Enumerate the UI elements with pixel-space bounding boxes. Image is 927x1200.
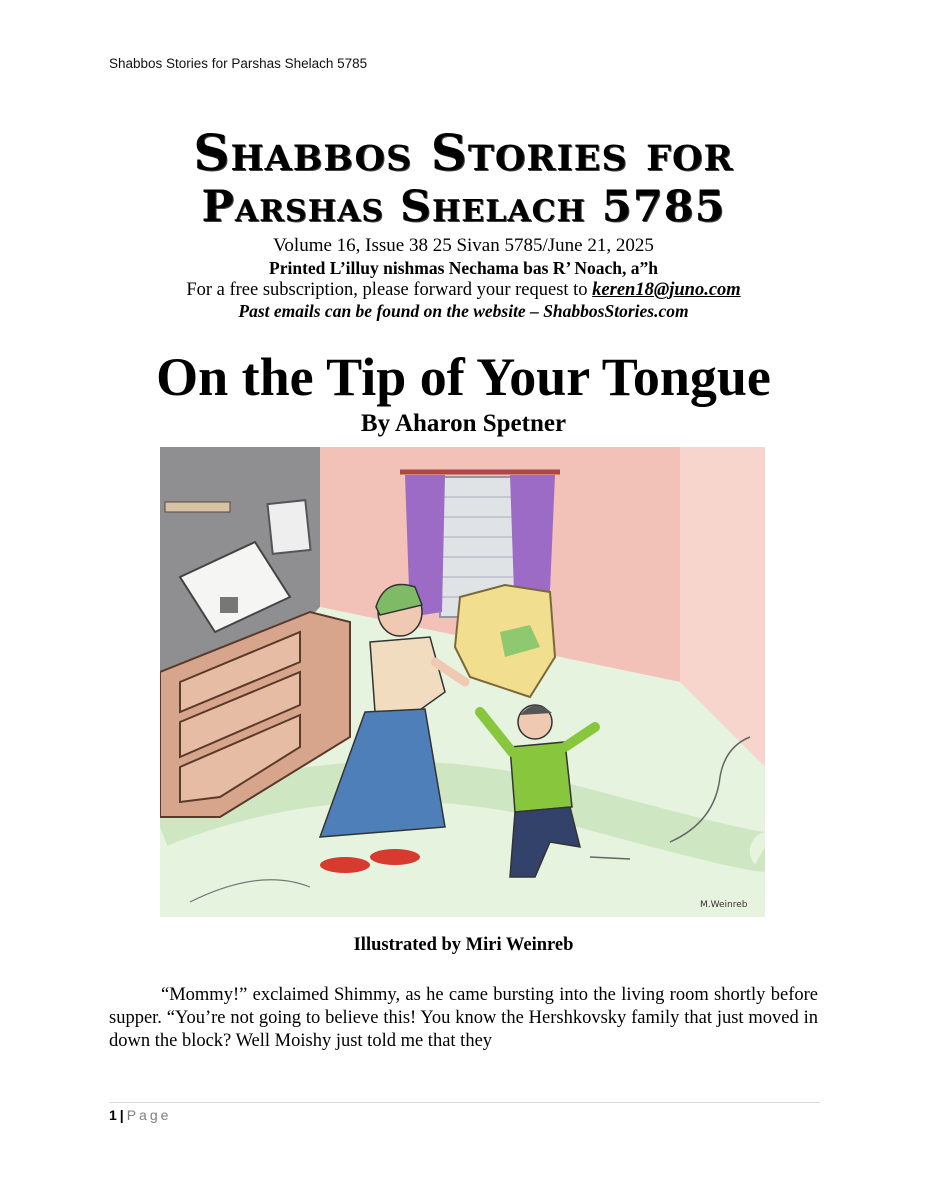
dedication-line: Printed L’illuy nishmas Nechama bas R’ Noach, a”h <box>269 258 658 278</box>
newsletter-title-line2: Parshas Shelach 5785 <box>201 182 726 232</box>
page-footer <box>109 1107 171 1123</box>
page-word: Page <box>126 1107 172 1123</box>
subscription-line <box>0 280 927 301</box>
illustration-caption: Illustrated by Miri Weinreb <box>353 935 574 955</box>
running-header: Shabbos Stories for Parshas Shelach 5785 <box>109 56 368 71</box>
subscription-text: For a free subscription, please forward your request to <box>186 280 593 300</box>
story-body-paragraph: “Mommy!” exclaimed Shimmy, as he came bursting into the living room shortly before supper. “You’re not going to believe this! You know the Hershkovsky family that just moved in down the block? Well Moishy just told me that they <box>109 985 818 1051</box>
story-title: On the Tip of Your Tongue <box>156 347 771 407</box>
illustration-signature: M.Weinreb <box>700 900 748 910</box>
past-emails-line: Past emails can be found on the website – ShabbosStories.com <box>238 301 689 321</box>
footer-divider <box>109 1102 820 1103</box>
volume-line: Volume 16, Issue 38 25 Sivan 5785/June 21, 2025 <box>273 235 654 256</box>
masthead <box>0 118 927 322</box>
story-illustration <box>160 447 765 917</box>
footer-separator: | <box>119 1107 124 1123</box>
subscription-email-link[interactable]: keren18@juno.com <box>592 280 741 300</box>
story-byline: By Aharon Spetner <box>360 410 567 437</box>
newsletter-title-line1: Shabbos Stories for <box>193 123 734 182</box>
page-number: 1 <box>109 1107 117 1123</box>
illustration-drawing <box>160 447 765 917</box>
